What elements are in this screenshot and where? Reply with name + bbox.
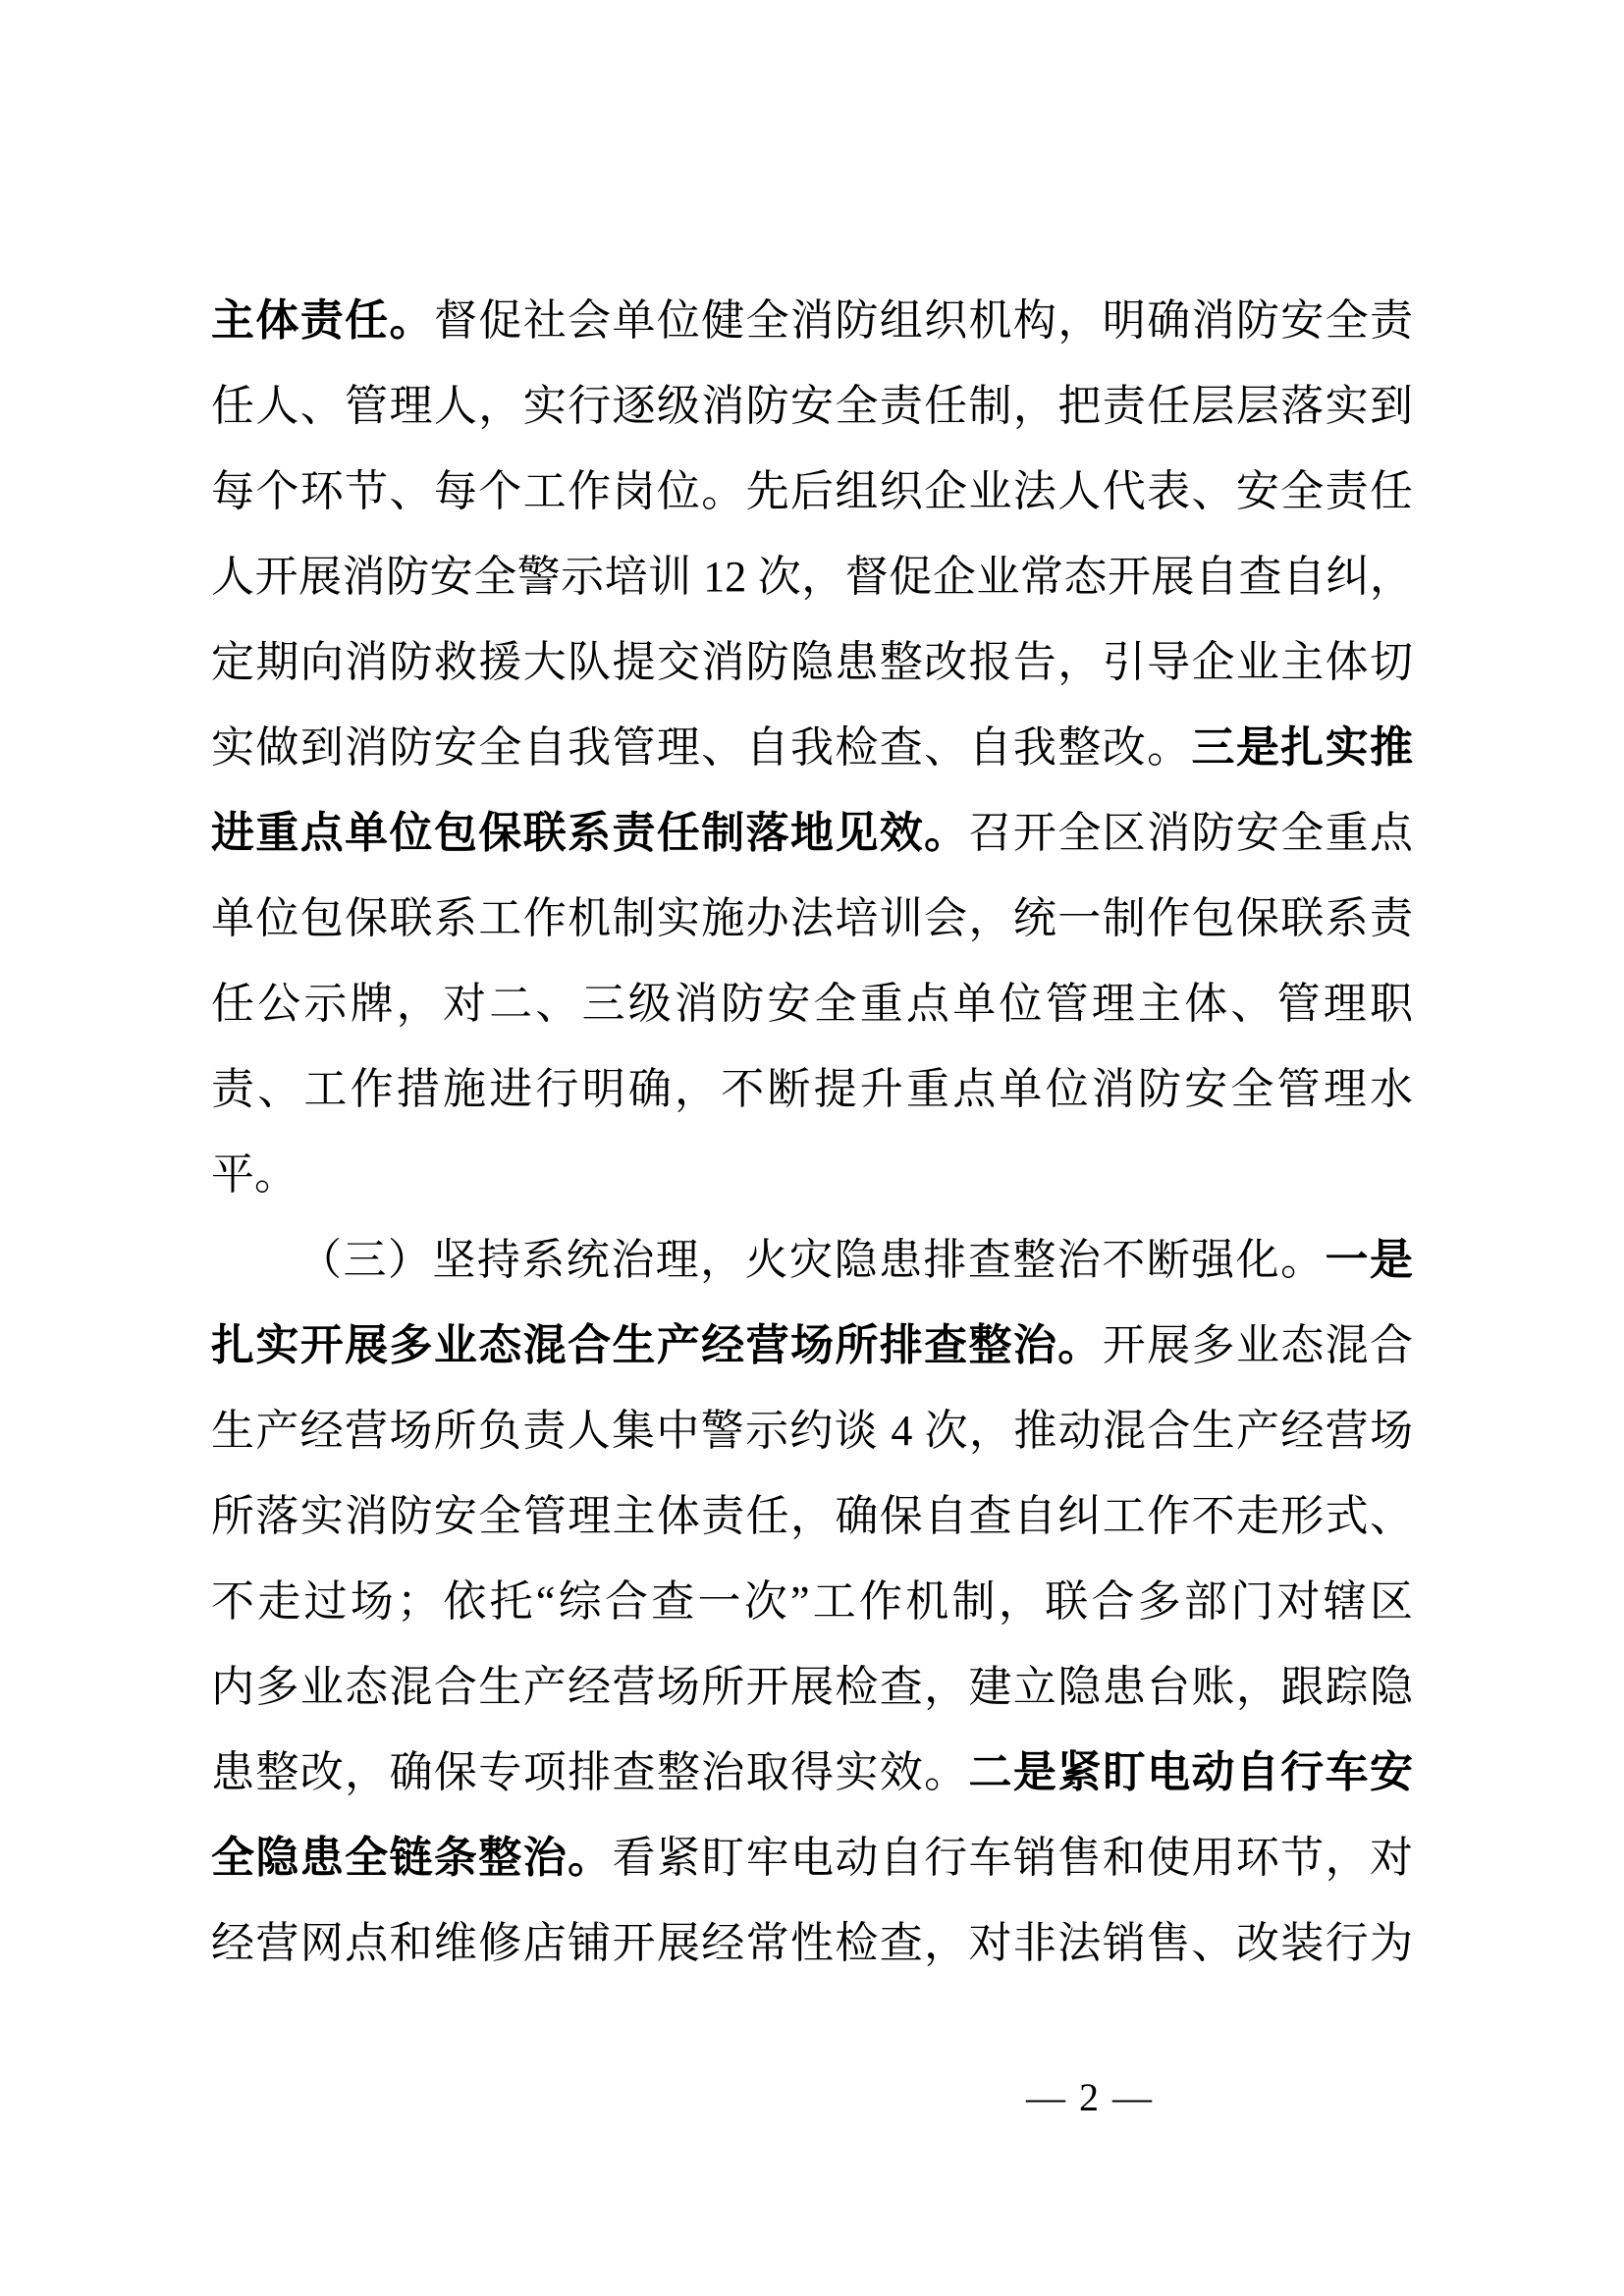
page-number: — 2 — <box>1026 2075 1154 2119</box>
text-line <box>211 705 1413 790</box>
text-line <box>211 534 1413 619</box>
text-line <box>211 790 1413 876</box>
text-run-kaiti: （三）坚持系统治理，火灾隐患排查整治不断强化。 <box>298 1236 1326 1284</box>
text-run: 生产经营场所负责人集中警示约谈 4 次，推动混合生产经营场 <box>211 1407 1413 1455</box>
text-line <box>211 876 1413 961</box>
text-line <box>211 1559 1413 1644</box>
text-run: 经营网点和维修店铺开展经常性检查，对非法销售、改装行为 <box>211 1919 1413 1967</box>
text-run: 所落实消防安全管理主体责任，确保自查自纠工作不走形式、 <box>211 1492 1413 1540</box>
text-run: 不走过场；依托“综合查一次”工作机制，联合多部门对辖区 <box>211 1577 1413 1626</box>
text-run-bold: 一是 <box>1325 1236 1414 1284</box>
text-line <box>211 1815 1413 1900</box>
text-line <box>211 1303 1413 1388</box>
text-run-bold: 扎实开展多业态混合生产经营场所排查整治。 <box>211 1321 1103 1369</box>
text-line <box>211 1644 1413 1730</box>
text-line <box>211 1730 1413 1815</box>
text-run: 患整改，确保专项排查整治取得实效。 <box>211 1748 969 1796</box>
text-run: 开展多业态混合 <box>1102 1321 1414 1369</box>
text-run: 任人、管理人，实行逐级消防安全责任制，把责任层层落实到 <box>211 382 1413 430</box>
text-run: 定期向消防救援大队提交消防隐患整改报告，引导企业主体切 <box>211 638 1413 686</box>
text-run-bold: 三是扎实推 <box>1191 723 1414 772</box>
text-run: 召开全区消防安全重点 <box>968 809 1414 857</box>
text-run-bold: 二是紧盯电动自行车安 <box>968 1748 1414 1796</box>
text-line <box>211 1900 1413 1986</box>
text-run: 平。 <box>211 1150 298 1199</box>
text-line <box>211 619 1413 705</box>
body-text-block <box>211 278 1413 1986</box>
text-run: 任公示牌，对二、三级消防安全重点单位管理主体、管理职 <box>211 980 1413 1028</box>
text-run: 责、工作措施进行明确，不断提升重点单位消防安全管理水 <box>211 1065 1413 1113</box>
text-run: 实做到消防安全自我管理、自我检查、自我整改。 <box>211 723 1192 772</box>
text-line <box>211 1473 1413 1559</box>
text-run-bold: 全隐患全链条整治。 <box>211 1834 613 1882</box>
text-run: 单位包保联系工作机制实施办法培训会，统一制作包保联系责 <box>211 894 1413 942</box>
text-run: 内多业态混合生产经营场所开展检查，建立隐患台账，跟踪隐 <box>211 1663 1413 1711</box>
text-line <box>211 1132 1413 1217</box>
text-line-section-heading <box>211 1217 1413 1303</box>
text-run: 每个环节、每个工作岗位。先后组织企业法人代表、安全责任 <box>211 467 1413 515</box>
text-line <box>211 363 1413 449</box>
text-run: 看紧盯牢电动自行车销售和使用环节，对 <box>612 1834 1414 1882</box>
text-run-bold: 主体责任。 <box>211 296 434 345</box>
text-run: 人开展消防安全警示培训 12 次，督促企业常态开展自查自纠， <box>211 553 1413 601</box>
text-line <box>211 1388 1413 1473</box>
text-line <box>211 278 1413 363</box>
text-line <box>211 449 1413 534</box>
text-line <box>211 1046 1413 1132</box>
text-run: 督促社会单位健全消防组织机构，明确消防安全责 <box>433 296 1414 345</box>
text-run-bold: 进重点单位包保联系责任制落地见效。 <box>211 809 969 857</box>
text-line <box>211 961 1413 1046</box>
